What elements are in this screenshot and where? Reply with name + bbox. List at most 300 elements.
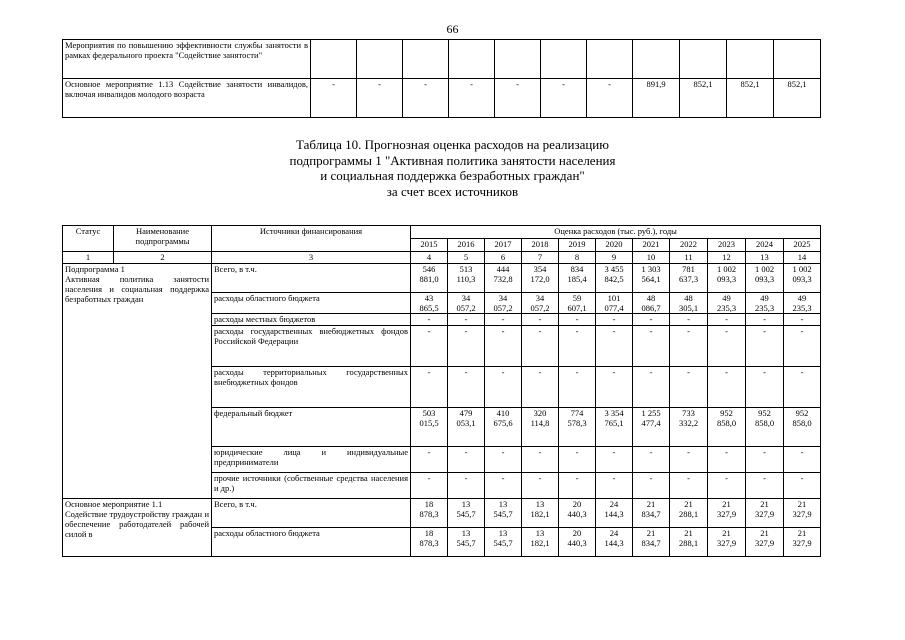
value-cell xyxy=(411,293,448,314)
header-year: 2020 xyxy=(596,239,633,252)
value-part: 21 xyxy=(646,528,656,538)
top-row-value: 852,1 xyxy=(680,79,727,118)
value-part: 327,9 xyxy=(792,538,812,548)
top-table-row xyxy=(63,79,821,118)
value-part: 21 xyxy=(760,528,769,538)
value-part: 21 xyxy=(722,499,731,509)
value-part: - xyxy=(501,473,505,483)
value-part: 093,3 xyxy=(792,274,812,284)
value-cell xyxy=(485,264,522,293)
value-part: - xyxy=(687,314,690,324)
value-cell xyxy=(708,473,746,499)
value-cell xyxy=(559,367,596,408)
value-part: 733 xyxy=(682,408,695,418)
value-part: 865,5 xyxy=(419,303,439,313)
value-part: - xyxy=(464,326,468,336)
header-year: 2024 xyxy=(746,239,784,252)
value-cell xyxy=(559,447,596,473)
value-cell xyxy=(708,408,746,447)
value-part: 320 xyxy=(533,408,547,418)
value-cell xyxy=(708,326,746,367)
source-cell: федеральный бюджет xyxy=(212,408,411,447)
header-col-number: 11 xyxy=(670,252,708,264)
value-part: 774 xyxy=(570,408,584,418)
value-part: 48 xyxy=(684,293,693,303)
value-cell xyxy=(670,367,708,408)
value-part: 878,3 xyxy=(419,538,439,548)
table-row xyxy=(63,264,821,293)
top-row-value xyxy=(727,40,774,79)
value-part: 093,3 xyxy=(754,274,775,284)
value-cell xyxy=(411,326,448,367)
group-label xyxy=(63,264,212,499)
value-part: 834,7 xyxy=(641,538,661,548)
value-part: 144,3 xyxy=(604,509,624,519)
value-part: - xyxy=(800,314,804,324)
value-part: 093,3 xyxy=(716,274,737,284)
value-part: 881,0 xyxy=(419,274,439,284)
value-cell xyxy=(485,408,522,447)
value-part: 732,8 xyxy=(493,274,513,284)
value-cell xyxy=(448,499,485,528)
header-col-number: 2 xyxy=(114,252,212,264)
value-part: 13 xyxy=(498,499,508,509)
value-cell xyxy=(485,314,522,326)
group-status: Подпрограмма 1 xyxy=(65,264,125,274)
value-part: 144,3 xyxy=(604,538,624,548)
value-part: 327,9 xyxy=(716,538,737,548)
value-part: 13 xyxy=(535,499,545,509)
value-part: - xyxy=(501,367,505,377)
value-part: 858,0 xyxy=(754,418,775,428)
value-part: 21 xyxy=(684,499,693,509)
value-cell xyxy=(633,499,670,528)
source-cell: расходы местных бюджетов xyxy=(212,314,411,326)
value-part: - xyxy=(501,326,505,336)
header-year: 2021 xyxy=(633,239,670,252)
value-cell xyxy=(411,264,448,293)
value-part: - xyxy=(612,367,616,377)
value-cell xyxy=(596,326,633,367)
value-cell xyxy=(411,499,448,528)
value-part: 48 xyxy=(646,293,656,303)
value-part: 1 002 xyxy=(792,264,812,274)
value-part: 479 xyxy=(459,408,473,418)
value-part: 952 xyxy=(795,408,809,418)
value-cell xyxy=(596,473,633,499)
value-part: 327,9 xyxy=(716,509,737,519)
value-part: - xyxy=(464,367,468,377)
value-part: 114,8 xyxy=(530,418,550,428)
value-part: 20 xyxy=(572,499,582,509)
source-cell: прочие источники (собственные средства населения и др.) xyxy=(212,473,411,499)
header-year: 2018 xyxy=(522,239,559,252)
header-col-number: 9 xyxy=(596,252,633,264)
value-part: 354 xyxy=(533,264,547,274)
value-part: 440,3 xyxy=(567,538,587,548)
value-part: 781 xyxy=(682,264,695,274)
source-cell: расходы областного бюджета xyxy=(212,293,411,314)
value-part: 182,1 xyxy=(530,509,550,519)
value-part: 305,1 xyxy=(678,303,699,313)
value-cell xyxy=(670,314,708,326)
top-row-name: Мероприятия по повышению эффективности службы занятости в рамках федерального проекта "Содействие занятости" xyxy=(63,40,311,79)
value-cell xyxy=(448,314,485,326)
value-part: - xyxy=(612,314,616,324)
group-status: Основное мероприятие 1.1 xyxy=(65,499,163,509)
value-cell xyxy=(559,293,596,314)
value-part: - xyxy=(725,473,728,483)
top-row-value xyxy=(680,40,727,79)
value-part: 288,1 xyxy=(678,538,699,548)
value-cell xyxy=(596,293,633,314)
value-cell xyxy=(448,326,485,367)
value-part: 878,3 xyxy=(419,509,439,519)
value-cell xyxy=(746,293,784,314)
value-cell xyxy=(522,367,559,408)
value-part: - xyxy=(612,447,616,457)
value-part: - xyxy=(763,367,766,377)
value-part: - xyxy=(800,447,804,457)
top-row-value: - xyxy=(495,79,541,118)
value-cell xyxy=(746,528,784,557)
value-part: - xyxy=(427,367,431,377)
value-cell xyxy=(784,528,821,557)
value-part: - xyxy=(575,367,579,377)
value-part: - xyxy=(763,326,766,336)
group-label xyxy=(63,499,212,557)
value-part: - xyxy=(427,326,431,336)
value-cell xyxy=(559,326,596,367)
value-part: 21 xyxy=(797,528,807,538)
top-row-value xyxy=(541,40,587,79)
value-part: - xyxy=(612,326,616,336)
value-cell xyxy=(448,447,485,473)
header-col-number: 10 xyxy=(633,252,670,264)
value-part: 34 xyxy=(461,293,471,303)
value-cell xyxy=(411,314,448,326)
top-row-value: - xyxy=(541,79,587,118)
value-part: 637,3 xyxy=(678,274,699,284)
value-cell xyxy=(411,473,448,499)
value-part: 327,9 xyxy=(792,509,812,519)
source-cell: расходы государственных внебюджетных фондов Российской Федерации xyxy=(212,326,411,367)
value-part: - xyxy=(575,447,579,457)
value-part: - xyxy=(649,473,653,483)
value-cell xyxy=(746,473,784,499)
value-part: 675,6 xyxy=(493,418,513,428)
source-cell: юридические лица и индивидуальные предприниматели xyxy=(212,447,411,473)
value-part: 057,2 xyxy=(530,303,550,313)
value-part: 172,0 xyxy=(530,274,550,284)
value-cell xyxy=(670,499,708,528)
value-cell xyxy=(448,293,485,314)
value-part: 477,4 xyxy=(641,418,661,428)
value-cell xyxy=(670,528,708,557)
value-cell xyxy=(708,264,746,293)
header-year: 2015 xyxy=(411,239,448,252)
value-part: 1 303 xyxy=(641,264,661,274)
value-part: - xyxy=(649,367,653,377)
value-cell xyxy=(522,499,559,528)
value-cell xyxy=(784,447,821,473)
value-cell xyxy=(448,473,485,499)
value-cell xyxy=(670,447,708,473)
value-cell xyxy=(784,408,821,447)
header-year: 2016 xyxy=(448,239,485,252)
title-line: Таблица 10. Прогнозная оценка расходов на реализацию xyxy=(296,137,609,152)
value-cell xyxy=(522,264,559,293)
value-cell xyxy=(522,408,559,447)
header-col-number: 6 xyxy=(485,252,522,264)
value-cell xyxy=(559,499,596,528)
value-cell xyxy=(522,314,559,326)
value-cell xyxy=(633,528,670,557)
value-part: 13 xyxy=(461,499,471,509)
value-cell xyxy=(784,293,821,314)
value-part: 3 354 xyxy=(604,408,624,418)
value-part: 513 xyxy=(459,264,473,274)
value-cell xyxy=(670,264,708,293)
table-row xyxy=(63,499,821,528)
header-source: Источники финансирования xyxy=(212,226,411,252)
value-part: 578,3 xyxy=(567,418,587,428)
value-part: 053,1 xyxy=(456,418,476,428)
value-cell xyxy=(559,264,596,293)
value-cell xyxy=(633,367,670,408)
header-year: 2022 xyxy=(670,239,708,252)
value-cell xyxy=(485,473,522,499)
value-part: - xyxy=(538,326,542,336)
top-row-value: - xyxy=(449,79,495,118)
value-part: 834 xyxy=(570,264,584,274)
header-estimate: Оценка расходов (тыс. руб.), годы xyxy=(411,226,821,239)
header-col-number: 13 xyxy=(746,252,784,264)
value-cell xyxy=(670,293,708,314)
value-cell xyxy=(670,473,708,499)
value-cell xyxy=(746,264,784,293)
value-cell xyxy=(485,293,522,314)
value-part: 564,1 xyxy=(641,274,661,284)
header-col-number: 5 xyxy=(448,252,485,264)
header-year: 2023 xyxy=(708,239,746,252)
value-part: 101 xyxy=(607,293,621,303)
value-cell xyxy=(485,499,522,528)
value-part: 18 xyxy=(424,499,434,509)
value-cell xyxy=(485,528,522,557)
value-cell xyxy=(784,314,821,326)
value-part: 13 xyxy=(498,528,508,538)
value-part: - xyxy=(687,473,690,483)
value-cell xyxy=(411,447,448,473)
source-cell: Всего, в т.ч. xyxy=(212,264,411,293)
value-cell xyxy=(746,367,784,408)
value-part: - xyxy=(501,314,505,324)
value-part: 952 xyxy=(758,408,771,418)
value-part: 057,2 xyxy=(493,303,513,313)
value-cell xyxy=(596,447,633,473)
value-part: 13 xyxy=(461,528,471,538)
header-col-number: 8 xyxy=(559,252,596,264)
value-cell xyxy=(708,528,746,557)
value-cell xyxy=(784,473,821,499)
value-part: 545,7 xyxy=(493,509,513,519)
value-cell xyxy=(559,408,596,447)
value-cell xyxy=(670,408,708,447)
top-row-name: Основное мероприятие 1.13 Содействие занятости инвалидов, включая инвалидов молодого возраста xyxy=(63,79,311,118)
source-cell: расходы областного бюджета xyxy=(212,528,411,557)
top-row-value: - xyxy=(587,79,633,118)
top-row-value xyxy=(587,40,633,79)
top-row-value xyxy=(449,40,495,79)
value-part: 057,2 xyxy=(456,303,476,313)
value-part: 545,7 xyxy=(493,538,513,548)
value-part: 952 xyxy=(720,408,733,418)
top-row-value: 852,1 xyxy=(727,79,774,118)
top-row-value: 852,1 xyxy=(774,79,821,118)
value-part: - xyxy=(464,447,468,457)
value-part: 21 xyxy=(646,499,656,509)
value-part: - xyxy=(800,473,804,483)
value-part: - xyxy=(687,367,690,377)
header-year: 2025 xyxy=(784,239,821,252)
value-cell xyxy=(596,408,633,447)
value-cell xyxy=(633,293,670,314)
value-part: 503 xyxy=(422,408,436,418)
value-cell xyxy=(633,326,670,367)
value-cell xyxy=(784,499,821,528)
top-row-value: - xyxy=(311,79,357,118)
value-cell xyxy=(596,264,633,293)
value-part: 21 xyxy=(684,528,693,538)
value-part: 327,9 xyxy=(754,509,775,519)
value-cell xyxy=(633,473,670,499)
value-part: 235,3 xyxy=(754,303,775,313)
group-name: Содействие трудоустройству граждан и обеспечение работодателей рабочей силой в xyxy=(65,509,209,539)
value-part: 834,7 xyxy=(641,509,661,519)
value-cell xyxy=(633,447,670,473)
value-cell xyxy=(670,326,708,367)
value-cell xyxy=(633,264,670,293)
value-part: 858,0 xyxy=(792,418,812,428)
value-part: 59 xyxy=(572,293,582,303)
top-row-value xyxy=(633,40,680,79)
value-cell xyxy=(522,326,559,367)
value-cell xyxy=(411,408,448,447)
top-row-value xyxy=(403,40,449,79)
value-part: 332,2 xyxy=(678,418,699,428)
value-part: - xyxy=(763,473,766,483)
value-part: - xyxy=(725,447,728,457)
value-cell xyxy=(448,528,485,557)
value-part: 3 455 xyxy=(604,264,624,274)
value-cell xyxy=(522,528,559,557)
value-cell xyxy=(448,264,485,293)
value-part: - xyxy=(538,447,542,457)
value-part: - xyxy=(687,326,690,336)
value-part: 34 xyxy=(535,293,545,303)
value-part: - xyxy=(649,314,653,324)
value-part: 410 xyxy=(496,408,510,418)
header-status: Статус xyxy=(63,226,114,252)
value-part: 21 xyxy=(797,499,807,509)
value-part: 21 xyxy=(760,499,769,509)
value-part: 015,5 xyxy=(419,418,439,428)
value-cell xyxy=(633,408,670,447)
top-row-value xyxy=(495,40,541,79)
value-part: - xyxy=(427,314,431,324)
value-part: 545,7 xyxy=(456,538,476,548)
value-part: - xyxy=(501,447,505,457)
header-col-number: 7 xyxy=(522,252,559,264)
value-cell xyxy=(633,314,670,326)
value-cell xyxy=(596,367,633,408)
value-cell xyxy=(522,293,559,314)
value-part: 1 255 xyxy=(641,408,661,418)
value-cell xyxy=(784,326,821,367)
value-cell xyxy=(559,528,596,557)
title-line: подпрограммы 1 "Активная политика занятости населения xyxy=(289,152,616,168)
value-part: 545,7 xyxy=(456,509,476,519)
value-cell xyxy=(485,367,522,408)
value-part: - xyxy=(538,473,542,483)
header-year: 2019 xyxy=(559,239,596,252)
source-cell: расходы территориальных государственных внебюджетных фондов xyxy=(212,367,411,408)
value-cell xyxy=(522,473,559,499)
value-cell xyxy=(708,499,746,528)
header-col-number: 12 xyxy=(708,252,746,264)
value-cell xyxy=(746,408,784,447)
value-part: 21 xyxy=(722,528,731,538)
value-part: 086,7 xyxy=(641,303,661,313)
value-cell xyxy=(708,367,746,408)
value-part: - xyxy=(649,447,653,457)
value-part: 440,3 xyxy=(567,509,587,519)
value-part: - xyxy=(649,326,653,336)
value-part: 077,4 xyxy=(604,303,624,313)
header-col-number: 1 xyxy=(63,252,114,264)
value-part: - xyxy=(763,447,766,457)
value-part: 49 xyxy=(760,293,769,303)
value-part: 24 xyxy=(609,528,619,538)
value-cell xyxy=(596,499,633,528)
value-part: - xyxy=(464,473,468,483)
value-part: - xyxy=(725,314,728,324)
title-line: за счет всех источников xyxy=(386,183,519,199)
table-title xyxy=(0,137,905,199)
value-part: 182,1 xyxy=(530,538,550,548)
value-part: 43 xyxy=(424,293,434,303)
value-cell xyxy=(411,528,448,557)
header-name: Наименование подпрограммы xyxy=(114,226,212,252)
value-cell xyxy=(448,367,485,408)
source-cell: Всего, в т.ч. xyxy=(212,499,411,528)
value-part: 13 xyxy=(535,528,545,538)
value-part: 185,4 xyxy=(567,274,587,284)
value-cell xyxy=(596,528,633,557)
value-part: - xyxy=(800,367,804,377)
value-part: 18 xyxy=(424,528,434,538)
header-col-number: 3 xyxy=(212,252,411,264)
value-part: - xyxy=(687,447,690,457)
top-row-value xyxy=(311,40,357,79)
value-part: 327,9 xyxy=(754,538,775,548)
top-row-value xyxy=(357,40,403,79)
top-row-value: - xyxy=(403,79,449,118)
value-part: - xyxy=(800,326,804,336)
value-part: - xyxy=(725,326,728,336)
value-part: 1 002 xyxy=(754,264,775,274)
